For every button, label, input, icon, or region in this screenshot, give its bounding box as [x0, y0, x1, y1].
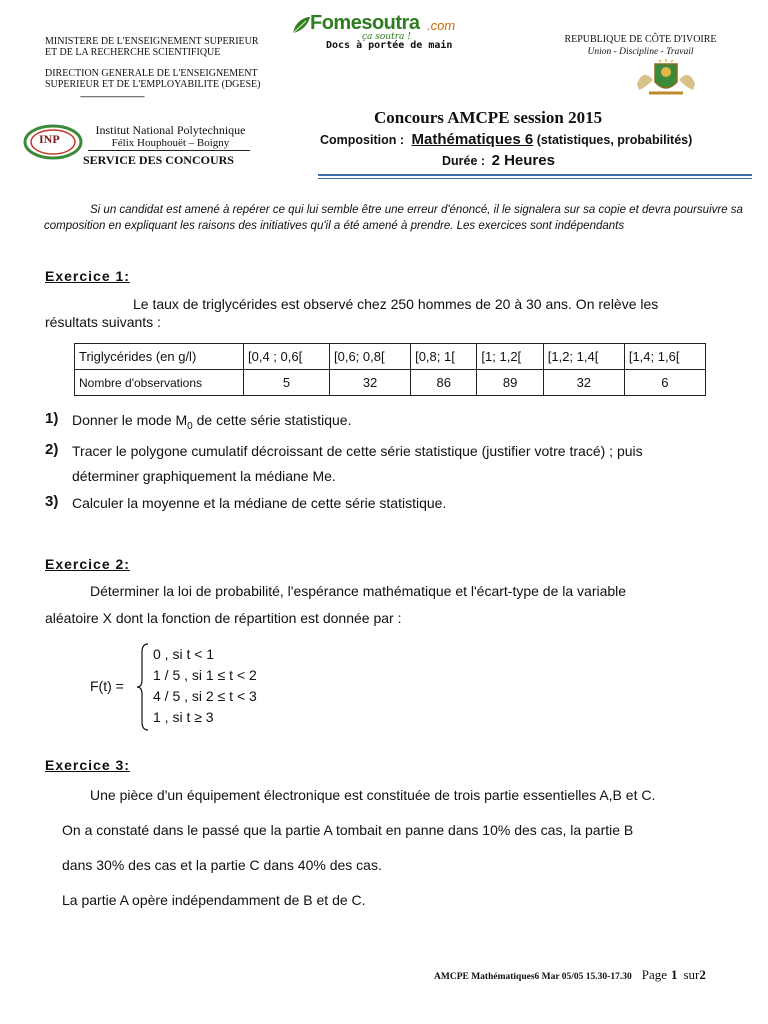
direction-line1: DIRECTION GENERALE DE L'ENSEIGNEMENT — [45, 68, 258, 79]
question1-pre: Donner le mode M — [72, 412, 188, 428]
question3-text: Calculer la moyenne et la médiane de cette série statistique. — [72, 495, 447, 511]
institute-block — [88, 124, 253, 150]
title-rule-top — [318, 174, 752, 176]
footer-ref: AMCPE Mathématiques6 Mar 05/05 15.30-17.30 — [434, 972, 632, 982]
institute-line1: Institut National Polytechnique — [95, 123, 246, 137]
count-cell: 89 — [477, 370, 543, 396]
question1-post: de cette série statistique. — [192, 412, 352, 428]
intro-note: Si un candidat est amené à repérer ce qui lui semble être une erreur d'énoncé, il le signalera sur sa copie et devra poursuivre sa composition en expliquant les raisons des initiatives qu'il a été amené à prendre. Les exercices sont indépendants — [44, 204, 743, 232]
exercice3-line1: Une pièce d'un équipement électronique est constituée de trois partie essentielles A,B et C. — [90, 787, 656, 803]
inp-logo-text: INP — [39, 132, 60, 146]
exercice3-line2: On a constaté dans le passé que la partie A tombait en panne dans 10% des cas, la partie B — [62, 822, 634, 838]
table-row — [75, 344, 706, 370]
exercice1-title: Exercice 1: — [45, 268, 130, 284]
composition-label: Composition : — [320, 133, 405, 147]
title-rule-bottom — [318, 178, 752, 179]
table-row — [75, 370, 706, 396]
count-cell: 32 — [330, 370, 411, 396]
question2-number: 2) — [45, 441, 59, 458]
footer — [434, 966, 706, 984]
ministry-block — [45, 36, 259, 58]
observations-table — [74, 343, 706, 396]
function-lhs: F(t) = — [90, 678, 124, 694]
class-cell: [0,4 ; 0,6[ — [244, 344, 330, 370]
institute-underline — [88, 150, 250, 151]
function-cases — [153, 644, 257, 728]
table-header-cell: Triglycérides (en g/l) — [75, 344, 244, 370]
count-cell: 6 — [624, 370, 705, 396]
question3-number: 3) — [45, 493, 59, 510]
exercice1-statement-line1: Le taux de triglycérides est observé chez 250 hommes de 20 à 30 ans. On relève les — [133, 296, 659, 312]
footer-page-word: Page — [641, 967, 667, 982]
logo-name: Fomesoutra — [310, 12, 420, 34]
logo-slogan: ça soutra ! — [362, 32, 411, 42]
question2-line1: Tracer le polygone cumulatif décroissant de cette série statistique (justifier votre tracé) ; puis — [72, 443, 643, 459]
class-cell: [1,4; 1,6[ — [624, 344, 705, 370]
question1-sub: 0 — [187, 420, 193, 432]
exercice3-line4: La partie A opère indépendamment de B et de C. — [62, 892, 366, 908]
direction-block — [45, 68, 261, 90]
exercice3-line3: dans 30% des cas et la partie C dans 40% des cas. — [62, 857, 382, 873]
leaf-icon — [290, 14, 312, 36]
ministry-line1: MINISTERE DE L'ENSEIGNEMENT SUPERIEUR — [45, 36, 259, 47]
exercice2-line1: Déterminer la loi de probabilité, l'espérance mathématique et l'écart-type de la variable — [90, 583, 627, 599]
exercice2-title: Exercice 2: — [45, 556, 130, 572]
class-cell: [0,8; 1[ — [411, 344, 477, 370]
logo-tagline: Docs à portée de main — [326, 40, 453, 51]
dashes: -------------------------------- — [80, 91, 144, 101]
exercice1-statement-line2: résultats suivants : — [45, 314, 161, 330]
republic-block — [553, 34, 728, 58]
exam-title: Concours AMCPE session 2015 — [374, 108, 603, 127]
count-cell: 5 — [244, 370, 330, 396]
class-cell: [0,6; 0,8[ — [330, 344, 411, 370]
question1-number: 1) — [45, 410, 59, 427]
composition-line — [320, 131, 692, 148]
logo-suffix: .com — [427, 18, 456, 33]
duration-value: 2 Heures — [491, 152, 555, 169]
question1-text — [72, 411, 352, 436]
function-case: 0 , si t < 1 — [153, 646, 215, 662]
footer-page-total: 2 — [699, 967, 706, 982]
duration-label: Durée : — [442, 154, 486, 168]
ministry-line2: ET DE LA RECHERCHE SCIENTIFIQUE — [45, 47, 221, 58]
left-brace-icon — [136, 642, 150, 732]
institute-line2: Félix Houphouët – Boigny — [111, 137, 230, 149]
footer-of-word: sur — [683, 967, 700, 982]
footer-page-num: 1 — [671, 967, 678, 982]
republic-name: REPUBLIQUE DE CÔTE D'IVOIRE — [564, 34, 717, 45]
class-cell: [1; 1,2[ — [477, 344, 543, 370]
composition-topic: (statistiques, probabilités) — [536, 133, 693, 147]
function-case: 1 , si t ≥ 3 — [153, 709, 214, 725]
function-case: 1 / 5 , si 1 ≤ t < 2 — [153, 667, 257, 683]
service-label: SERVICE DES CONCOURS — [83, 153, 234, 167]
republic-motto: Union - Discipline - Travail — [587, 47, 694, 57]
count-cell: 86 — [411, 370, 477, 396]
table-header-cell: Nombre d'observations — [75, 370, 244, 396]
function-case: 4 / 5 , si 2 ≤ t < 3 — [153, 688, 257, 704]
question2-line2: déterminer graphiquement la médiane Me. — [72, 468, 336, 484]
coat-of-arms-icon — [635, 58, 697, 98]
composition-subject: Mathématiques 6 — [411, 131, 534, 148]
direction-line2: SUPERIEUR ET DE L'EMPLOYABILITE (DGESE) — [45, 79, 261, 90]
exercice2-line2: aléatoire X dont la fonction de répartition est donnée par : — [45, 610, 402, 626]
count-cell: 32 — [543, 370, 624, 396]
duration-line — [442, 152, 555, 169]
class-cell: [1,2; 1,4[ — [543, 344, 624, 370]
exercice3-title: Exercice 3: — [45, 757, 130, 773]
